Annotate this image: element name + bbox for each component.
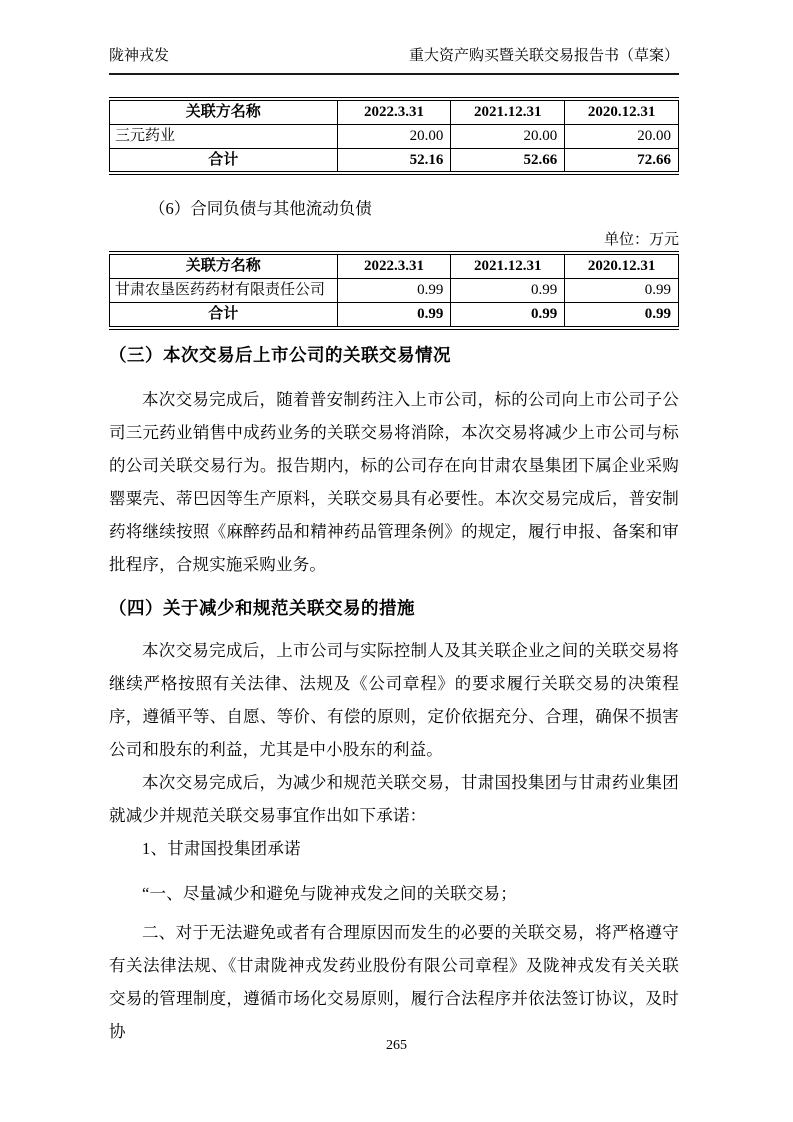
table-header-row xyxy=(110,101,679,124)
value-cell: 0.99 xyxy=(451,279,565,303)
column-header-2021-12-31: 2021.12.31 xyxy=(451,101,565,124)
header-report-title: 重大资产购买暨关联交易报告书（草案） xyxy=(408,48,679,64)
section-4-paragraph-2: 本次交易完成后，为减少和规范关联交易，甘肃国投集团与甘肃药业集团就减少并规范关联交易事宜作出如下承诺： xyxy=(109,772,679,825)
table-row xyxy=(110,279,679,303)
table-total-row xyxy=(110,302,679,325)
total-label-cell: 合计 xyxy=(110,148,338,171)
total-value-cell: 52.16 xyxy=(337,148,451,171)
value-cell: 0.99 xyxy=(565,279,679,303)
document-header xyxy=(109,47,679,75)
table-total-row xyxy=(110,148,679,171)
page-number: 265 xyxy=(386,1038,407,1053)
total-value-cell: 72.66 xyxy=(565,148,679,171)
party-name-cell: 三元药业 xyxy=(110,124,338,148)
total-value-cell: 0.99 xyxy=(337,302,451,325)
value-cell: 20.00 xyxy=(565,124,679,148)
value-cell: 20.00 xyxy=(337,124,451,148)
subsection-6-title: （6）合同负债与其他流动负债 xyxy=(149,199,372,219)
total-value-cell: 0.99 xyxy=(451,302,565,325)
related-party-table-2-grid xyxy=(109,255,679,325)
section-3-paragraph: 本次交易完成后，随着普安制药注入上市公司，标的公司向上市公司子公司三元药业销售中成药业务的关联交易将消除，本次交易将减少上市公司与标的公司关联交易行为。报告期内，标的公司存在向甘肃农垦集团下属企业采购罂粟壳、蒂巴因等生产原料，关联交易具有必要性。本次交易完成后，普安制药将继续按照《麻醉药品和精神药品管理条例》的规定，履行申报、备案和审批程序，合规实施采购业务。 xyxy=(109,389,679,574)
related-party-table-1 xyxy=(109,97,679,175)
section-4-paragraph-1: 本次交易完成后，上市公司与实际控制人及其关联企业之间的关联交易将继续严格按照有关法律、法规及《公司章程》的要求履行关联交易的决策程序，遵循平等、自愿、等价、有偿的原则，定价依据充分、合理，确保不损害公司和股东的利益，尤其是中小股东的利益。 xyxy=(109,640,679,759)
section-4-heading: （四）关于减少和规范关联交易的措施 xyxy=(109,598,415,619)
table-header-row xyxy=(110,255,679,278)
total-value-cell: 0.99 xyxy=(565,302,679,325)
column-header-party-name: 关联方名称 xyxy=(110,101,338,124)
column-header-party-name: 关联方名称 xyxy=(110,255,338,278)
total-value-cell: 52.66 xyxy=(451,148,565,171)
value-cell: 0.99 xyxy=(337,279,451,303)
column-header-2020-12-31: 2020.12.31 xyxy=(565,255,679,278)
section-3-heading: （三）本次交易后上市公司的关联交易情况 xyxy=(109,345,451,366)
column-header-2020-12-31: 2020.12.31 xyxy=(565,101,679,124)
column-header-2021-12-31: 2021.12.31 xyxy=(451,255,565,278)
column-header-2022-3-31: 2022.3.31 xyxy=(337,101,451,124)
related-party-table-2 xyxy=(109,251,679,329)
table-row xyxy=(110,124,679,148)
total-label-cell: 合计 xyxy=(110,302,338,325)
unit-label: 单位：万元 xyxy=(603,232,679,249)
value-cell: 20.00 xyxy=(451,124,565,148)
header-company-name: 陇神戎发 xyxy=(109,48,170,64)
commitment-item-1: “一、尽量减少和避免与陇神戎发之间的关联交易； xyxy=(142,883,517,903)
column-header-2022-3-31: 2022.3.31 xyxy=(337,255,451,278)
commitment-item-2: 二、对于无法避免或者有合理原因而发生的必要的关联交易，将严格遵守有关法律法规、《甘肃陇神戎发药业股份有限公司章程》及陇神戎发有关关联交易的管理制度，遵循市场化交易原则，履行合法程序并依法签订协议，及时协 xyxy=(109,922,679,1041)
page-content xyxy=(109,0,679,1048)
commitment-list-title: 1、甘肃国投集团承诺 xyxy=(142,838,301,858)
related-party-table-1-grid xyxy=(109,101,679,171)
party-name-cell: 甘肃农垦医药药材有限责任公司 xyxy=(110,279,338,303)
